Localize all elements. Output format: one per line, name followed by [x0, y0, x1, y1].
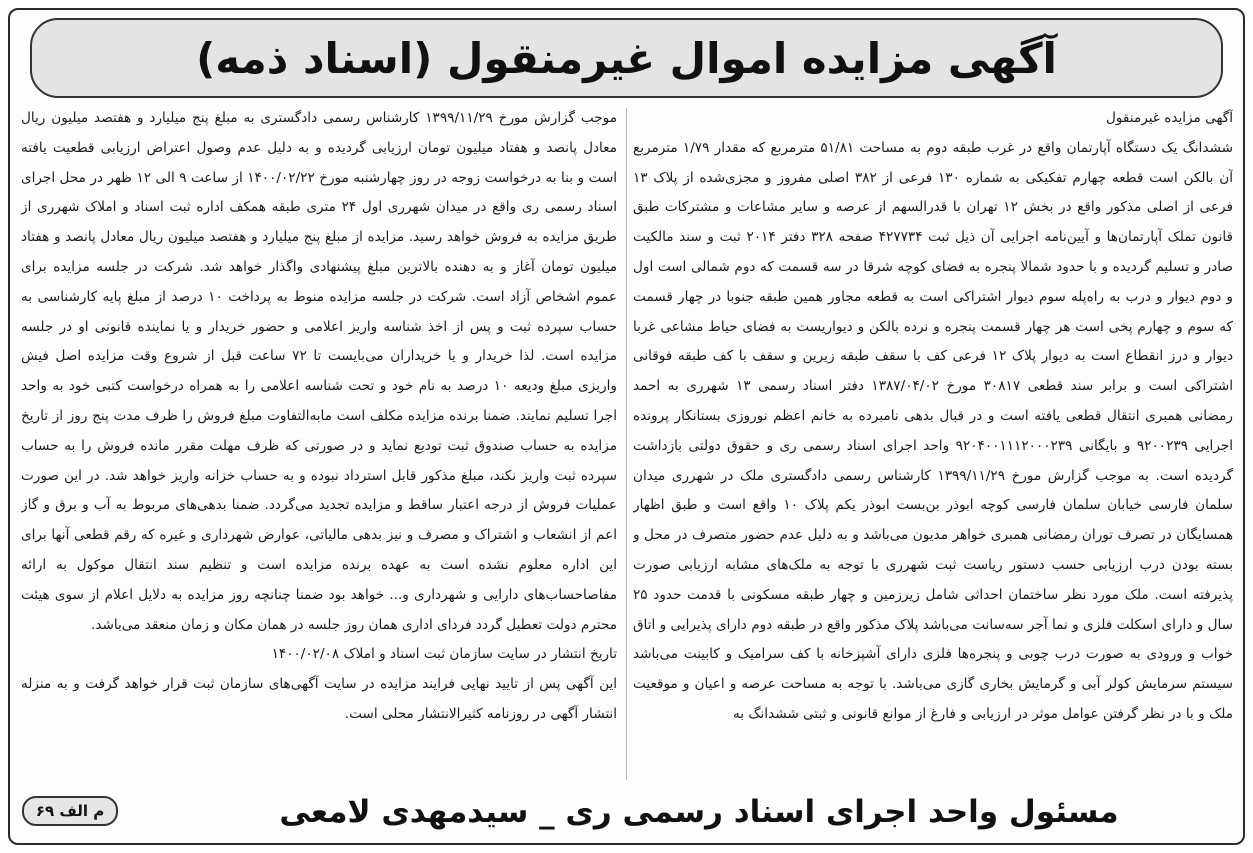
- publish-date-line: تاریخ انتشار در سایت سازمان ثبت اسناد و املاک ۱۴۰۰/۰۲/۰۸: [271, 646, 617, 663]
- left-column: [21, 104, 617, 786]
- signature-line: مسئول واحد اجرای اسناد رسمی ری _ سیدمهدی لامعی: [279, 794, 1119, 830]
- column-divider: [626, 108, 627, 780]
- page-title: آگهی مزایده اموال غیرمنقول (اسناد ذمه): [196, 33, 1057, 83]
- right-column: [633, 104, 1233, 786]
- reference-badge: م الف ۶۹: [22, 796, 118, 826]
- right-column-body: ششدانگ یک دستگاه آپارتمان واقع در غرب طبقه دوم به مساحت ۵۱/۸۱ مترمربع که مقدار ۱/۷۹ مترمربع آن بالکن است قطعه چهارم تفکیکی به شماره ۱۳۰ فرعی از ۳۸۲ اصلی مفروز و مجزی‌شده از پلاک ۱۳ فرعی از اصلی مذکور واقع در بخش ۱۲ تهران با قدرالسهم از عرصه و سایر مشاعات و مشترکات طبق قانون تملک آپارتمان‌ها و آیین‌نامه اجرایی آن ذیل ثبت ۴۲۷۷۳۴ صفحه ۳۲۸ دفتر ۲۰۱۴ ثبت و سند مالکیت صادر و تسلیم گردیده و با حدود شمالا پنجره به فضای کوچه شرقا در سه قسمت که دوم شمالی است اول و دوم دیوار و درب به راه‌پله سوم دیوار اشتراکی است به قطعه مجاور همین طبقه جنوبا در چهار قسمت که سوم و چهارم پخی است هر چهار قسمت پنجره و نرده بالکن و دیواریست به فضای حیاط مشاعی غربا دیوار و درز انقطاع است به دیوار پلاک ۱۲ فرعی کف با سقف طبقه زیرین و سقف با کف طبقه فوقانی اشتراکی است و برابر سند قطعی ۳۰۸۱۷ مورخ ۱۳۸۷/۰۴/۰۲ دفتر اسناد رسمی ۱۳ شهرری به احمد رمضانی همبری انتقال قطعی یافته است و در قبال بدهی نامبرده به خانم اعظم نوروزی بستانکار پرونده اجرایی ۹۲۰۰۲۳۹ و بایگانی ۹۲۰۴۰۰۱۱۱۲۰۰۰۲۳۹ واحد اجرای اسناد رسمی ری و حقوق دولتی بازداشت گردیده است. به موجب گزارش مورخ ۱۳۹۹/۱۱/۲۹ کارشناس رسمی دادگستری ملک در شهرری میدان سلمان فارسی خیابان سلمان فارسی کوچه ابوذر بن‌بست ابوذر یکم پلاک ۱۰ واقع است و طبق اظهار همسایگان در تصرف توران رمضانی همبری خواهر مدیون می‌باشد و به دلیل عدم حضور متصرف در محل و بسته بودن درب ارزیابی حسب دستور ریاست ثبت شهرری با توجه به ملک‌های مشابه ارزیابی صورت پذیرفته است. ملک مورد نظر ساختمان احداثی شامل زیرزمین و چهار طبقه مسکونی با قدمت حدود ۲۵ سال و دارای اسکلت فلزی و نما آجر سه‌سانت می‌باشد پلاک مذکور واقع در طبقه دوم دارای پذیرایی و اتاق خواب و ورودی به صورت درب چوبی و پنجره‌ها فلزی دارای آشپزخانه با کف سرامیک و کابینت می‌باشد سیستم سرمایش کولر آبی و گرمایش بخاری گازی می‌باشد. با توجه به مساحت عرصه و اعیان و موقعیت ملک و با در نظر گرفتن عوامل موثر در ارزیابی و فارغ از موانع قانونی و ثبتی ششدانگ به: [633, 139, 1233, 722]
- title-banner: [30, 18, 1223, 98]
- auction-heading: آگهی مزایده غیرمنقول: [1106, 110, 1233, 126]
- left-column-body: موجب گزارش مورخ ۱۳۹۹/۱۱/۲۹ کارشناس رسمی دادگستری به مبلغ پنج میلیارد و هفتصد میلیون ریال معادل پانصد و هفتاد میلیون تومان ارزیابی گردیده و به دلیل عدم وصول اعتراض ارزیابی قطعیت یافته است و بنا به درخواست زوجه در روز چهارشنبه مورخ ۱۴۰۰/۰۲/۲۲ از ساعت ۹ الی ۱۲ ظهر در محل اجرای اسناد رسمی ری واقع در میدان شهرری اول ۲۴ متری طبقه همکف اداره ثبت اسناد و املاک شهرری از طریق مزایده به فروش خواهد رسید. مزایده از مبلغ پنج میلیارد و هفتصد میلیون ریال معادل پانصد و هفتاد میلیون تومان آغاز و به دهنده بالاترین مبلغ پیشنهادی واگذار خواهد شد. شرکت در جلسه مزایده برای عموم اشخاص آزاد است. شرکت در جلسه مزایده منوط به پرداخت ۱۰ درصد از مبلغ پایه کارشناسی به حساب سپرده ثبت و پس از اخذ شناسه واریز اعلامی و حضور خریدار و یا نماینده قانونی او در جلسه مزایده است. لذا خریدار و یا خریداران می‌بایست تا ۷۲ ساعت قبل از شروع وقت مزایده اصل فیش واریزی مبلغ ودیعه ۱۰ درصد به نام خود و تحت شناسه اعلامی را به همراه درخواست کتبی خود به واحد اجرا تسلیم نمایند. ضمنا برنده مزایده مکلف است مابه‌التفاوت مبلغ فروش را ظرف مدت پنج روز از تاریخ مزایده به حساب صندوق ثبت تودیع نماید و در صورتی که ظرف مهلت مقرر مانده فروش را به حساب سپرده ثبت واریز نکند، مبلغ مذکور قابل استرداد نبوده و به حساب خزانه واریز خواهد شد. در این صورت عملیات فروش از درجه اعتبار ساقط و مزایده تجدید می‌گردد. ضمنا بدهی‌های مربوط به آب و برق و گاز اعم از انشعاب و اشتراک و مصرف و نیز بدهی مالیاتی، عوارض شهرداری و غیره که رقم قطعی آنها برای این اداره معلوم نشده است به عهده برنده مزایده است و تنظیم سند انتقال موکول به ارائه مفاصاحساب‌های دارایی و شهرداری و... خواهد بود ضمنا چنانچه روز مزایده به دلایل اعلام از سوی هیئت محترم دولت تعطیل گردد فردای اداری همان روز جلسه در همان مکان و زمان منعقد می‌باشد.: [21, 110, 617, 633]
- closing-note: این آگهی پس از تایید نهایی فرایند مزایده در سایت آگهی‌های سازمان ثبت قرار خواهد گرفت و به منزله انتشار آگهی در روزنامه کثیرالانتشار محلی است.: [21, 676, 617, 722]
